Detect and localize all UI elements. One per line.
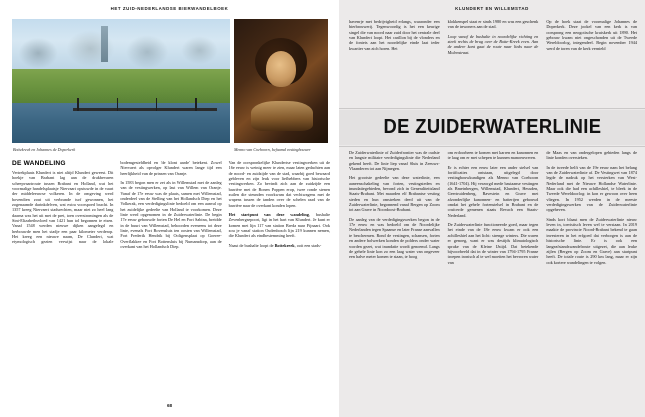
menno-van-coehoorn-portrait — [234, 19, 328, 143]
paragraph: In de tweede helft van de 19e eeuw nam het belang van de Zuiderwaterlinie af. De Vestingwet van 1874 legde de nadruk op het versterken van West-Nederland met de Nieuwe Hollandse Waterlinie. Maar ook die had een achilleshiel, te bleek in de Tweede Wereldoorlog: in kon er gewoon over heen vliegen. In 1952 werden in de meeste verdedigingswerken van de Zuiderwaterlinie opgeheven. — [546, 164, 637, 213]
photo-bridge-post — [117, 98, 118, 111]
section-heading-de-wandeling: DE WANDELING — [12, 160, 66, 167]
zuiderwaterlinie-title-band — [339, 110, 645, 145]
paragraph: De aanleg van de verdedigingswerken begon in de 17e eeuw en was bedoeld om de Noordelijke Nederlanden tegen Spaanse en later Franse aanvallen te beschermen. Rond de vestingen, schansen, forten en andere bolwerken konden de polders onder water worden gezet, wat inundatie wordt genoemd. Langs de gehele linie kon zo een laag water van ongeveer een halve meter komen te staan, te hoog — [349, 216, 440, 260]
right-page — [339, 0, 645, 417]
photo-grass — [12, 69, 230, 104]
bottekreek-photo — [12, 19, 230, 143]
bottekreek-post: , ooit een stads- — [294, 242, 322, 248]
caption-bottekreek: Bottekreek en Johannes de Doperkerk — [13, 147, 76, 152]
bottekreek-pre: Naast de bushalte loopt de — [228, 242, 275, 248]
photo-bridge-post — [195, 98, 196, 111]
photo-bridge-post — [156, 98, 157, 111]
running-head-left: HET ZUID-NEDERLANDSE BIERWANDELBOEK — [110, 6, 229, 11]
title-band-rule-bottom — [339, 146, 645, 147]
paragraph: Er is echter een eeuw later een ander stelsel van fortificaties ontstaan, uitgelegd door vestingbouwkundigen als Menno van Coehoorn (1641-1704). Hij verzorgd mede bastaanse vestingen als Bmeinbergen, Willemstad, Klundert, Heusden, Geertruidenberg, Ravestein en Grave met afzonderlijke kanonnen- en batterijen gebouwd omdat het gehele fortenstelsel in Brabant en de cruïcerde gemenen staats Revach een Staats-Nederland. — [447, 164, 539, 218]
bottekreek-term: Bottekreek — [274, 242, 295, 248]
page-title: DE ZUIDERWATERLINIE — [383, 116, 601, 138]
start-walk-rest: , bushalte Zevenbergsepoort, ligt in het hart van Klundert. Je kunt er komen met lijn 117 van station Breda naar Fijnaart. Ook zou je vanaf station Oudenbosch lijn 219 kunnen nemen, die Klundert als eindbestemming heeft. — [228, 212, 330, 239]
paragraph: De Zuiderwaterlinie functioneerde goed, maar tegen het einde van de 18e eeuw kwam er ook een achilleshiel aan het licht: strenge winters. Die waren er genoeg, want er was destijds klimatologisch sprake van de Kleine IJstijd. Dat betekende bijvoorbeeld dat in de winter van 1794-1795 Franse troepen ironisch al te wel moeiten het bevroren water van — [447, 222, 539, 265]
paragraph-start-walk — [229, 212, 330, 239]
paragraph: Op de hoek staat de voormalige Johannes de Doperkerk. Deze jookel van een kerk is van oorsprong een neogotische kruiskerk uit 1890. Het gebouw kwam niet ongeschonden uit de Tweede Wereldoorlog, integendeel. Begin november 1944 werd de toren van de kerk vernield — [546, 19, 637, 51]
caption-coehoorn: Menno van Coehoorn, befaamd vestingbouwer — [234, 147, 311, 152]
portrait-collar — [251, 101, 313, 131]
left-page-body — [12, 160, 330, 250]
paragraph: In 1583 begon men er zet als in Willemstad met de aanleg van de vestingwerken, op last van Willem van Oranje. Vanaf de 17e eeuw was de plaats, samen met Willemstad, onderdeel van de Stelling van het Hollandsch Diep en het Volkerak, een verdedigingslinie bedoeld om een aanval op het zuidelijke gedeelte van Holland te voorkomen. Deze linie werd opgenomen in de Zuiderwaterlinie. De begin 17e eeuw gebouwde forten De Hel en Fort Sabina, breidde in de buurt van Willemstad, behoorden eveneens tot deze linie, evenals Fort Bovensluis ten oosten van Willemstad, Fort Frederik Hendrik bij Ooltgensplaat op Goeree-Overflakkee en Fort Bottensluis bij Numansdorp, aan de overkant van het Hollandsch Diep. — [120, 180, 222, 250]
paragraph: Van de oorspronkelijke Klundertse vestingwerken uit de 16e eeuw is weinig meer te zien, maar laten gedachten aan de noord- en zuidzijde van de stad, waarbij goed bewaard gebleven en zijn leuk voor liefhebbers van historische vestingwerken. Zo bevindt zich aan de zuidzijde een barrière met de Bonen Poppen erop, twee ronde stenen zuilen die steunden voorkwam dat vechtwagens met de wapens tussen de tanden over de schelen raad van de barrière naar de overkant konden lopen. — [228, 160, 330, 208]
paragraph: Vertrekplaats Klundert is niet altijd Klundert geweest. Dit hoekje van Brabant lag aan de drukbevaren scheepvaartroute tussen Brabant en Holland, wat het voormalige handelsplaatsje Niervaart opstuwde in de vaart der middeleeuwse volkeren. In de omgeving werd bovendien zout uit verbrande turf gewonnen, het zogenaamde darinkdelven, wat extra voorspoed bracht. In 1357 kreeg Niervaert stadsrechten, maar niet zo heel lang daarna was het uit met de pret, toen overstromingen als de Sint-Elizabethsvloed van 1421 hun tol begonnen te eisen. Vanaf 1548 werden nieuwe dijken aangelegd en herbouwde men het stadje een paar kilometer verderop. Het kreeg een nieuwe naam, De Clundert, wat etymologisch gezien verwijst naar de lokale bodemgesteldheid en 'de klont aarde' betekent. Zowel Niervaert als opvolger Klundert waren lange tijd een heerlijkheid van de prinsen van Oranje. — [12, 160, 222, 245]
title-band-rule-top — [339, 108, 645, 109]
paragraph: de Maas en van ondergelopen gebieden langs de linie konden oversteken. — [546, 150, 637, 161]
right-page-bottom-columns — [349, 150, 637, 402]
photo-trees — [12, 19, 230, 76]
photo-bridge-post — [77, 98, 78, 111]
paragraph: klokkenspel staat er sinds 1980 en was een geschenk van de inwoners aan de stad. — [447, 19, 539, 30]
paragraph: om erdoorheen te komen met karren en kanonnen en te laag om er met schepen te kunnen manoeuvreren. — [447, 150, 539, 161]
paragraph: Het grootste gedeelte van deze waterlinie, een aaneenschakeling van forten, vestingsteden en inundatiegebieden, bevond zich in Generaliteitsland Staats-Brabant. Met maarden elf Brabantse vesting steden en hun omstreken deed uit van de Zuiderwaterlinie, begonnend vanaf Bergen op Zoom tot aan Grave in Noordoost-Brabant. — [349, 175, 440, 213]
paragraph-route-instruction: Loop vanaf de bushalte in noordelijke richting en steek rechts de brug over de Botte-Kreek even. Aan de andere kant gaat de route naar links naar de Molenstraat. — [447, 33, 539, 55]
page-number: 68 — [166, 403, 173, 408]
photo-row — [12, 19, 328, 143]
paragraph: De Zuiderwaterlinie of Zuiderfrontier was de oudste en langste militaire verdedigingslinie die Nederland gekend heeft. De linie liep vanaf Sluis in Zeeuws-Vlaanderen tot aan Nijmegen. — [349, 150, 440, 172]
right-page-top-columns — [349, 19, 637, 56]
running-head-right: KLUNDERT EN WILLEMSTAD — [455, 6, 529, 11]
start-walk-lead: Het startpunt van deze wandeling — [228, 212, 309, 218]
portrait-face — [266, 51, 296, 87]
paragraph: havenrje met bedrijvigheid erlangs, waaronder een bierbrouwerij. Tegenwoordig is het een keurige singel die van noord naar zuid door het centrale deel van Klundert loopt. Het carillon bij de vlonders en de fonteis aan het noordelijke einde laat ieder kwartier van zich horen. Het — [349, 19, 440, 51]
paragraph-bottekreek — [229, 243, 330, 248]
photo-church-tower — [101, 26, 108, 62]
paragraph: Sinds kort blaast men de Zuiderwaterlinie nieuw leven in, toeristisch leven wel te verstaan. In 2019 maakte de provincie Noord-Brabant bekend te gaan investeren in het erfgoed dat verborgen is aan de historische linie. Er is ook een langeafstandswandelroute uitgezet, die aan leuke zijlen (Bergen op Zoom en Grave) aan startpunt heeft. De totale route is 290 km lang, maar er zijn ook kortere wandelingen te volgen. — [546, 216, 637, 265]
